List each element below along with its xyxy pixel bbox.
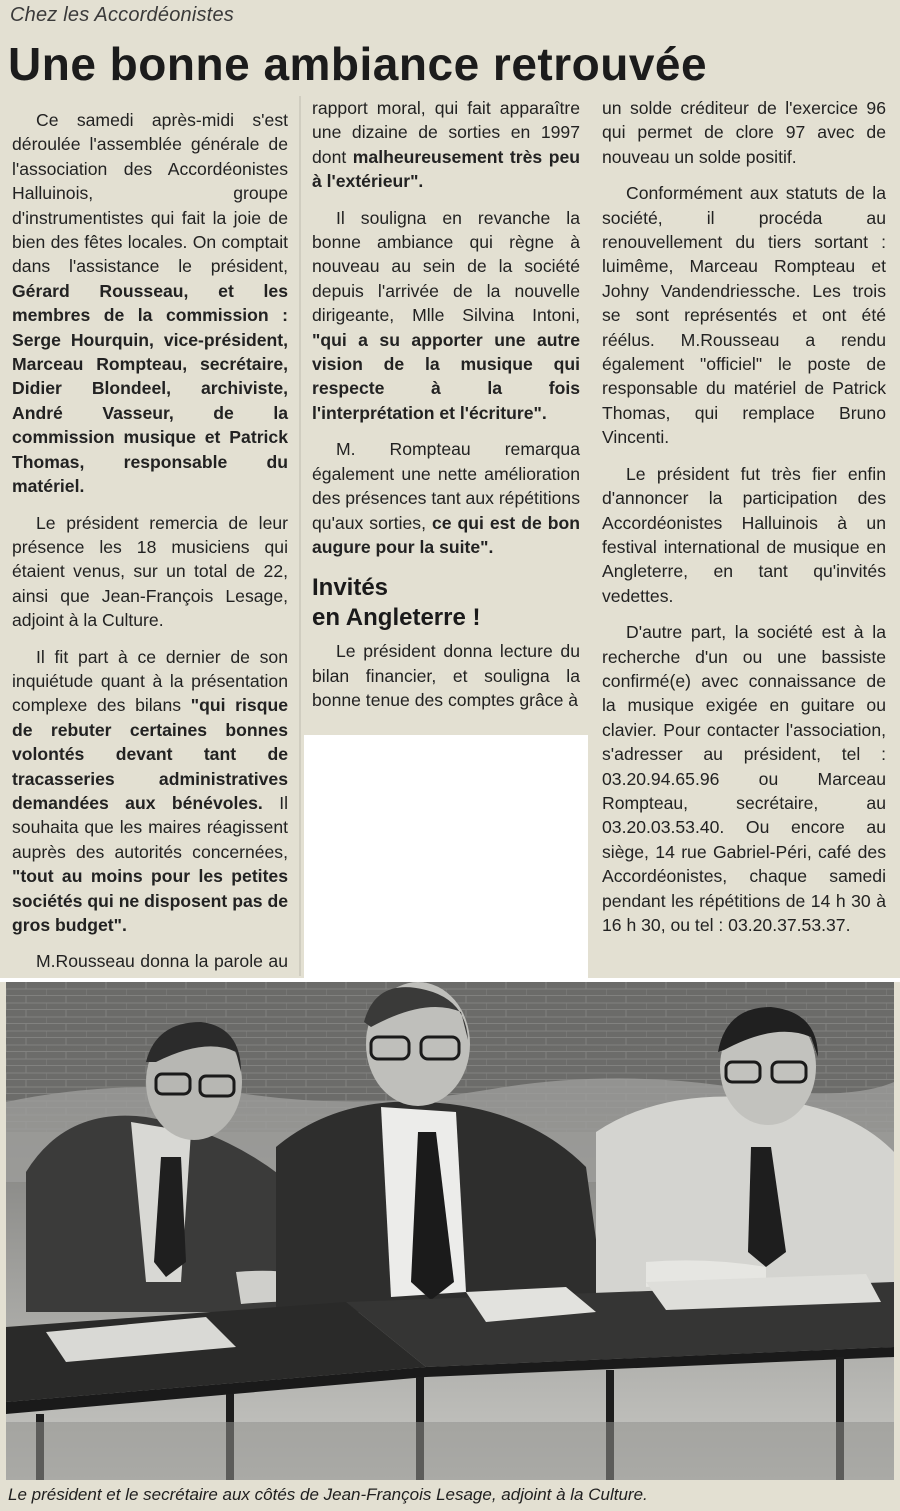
text-run: Il fit part à ce dernier de son inquiétude quant à la présentation complexe des bilans (12, 646, 288, 716)
bold-text-run: Gérard Rousseau, et les membres de la commission : Serge Hourquin, vice-président, Marceau Rompteau, secrétaire, Didier Blondeel, archiviste, André Vasseur, de la commission musique et Patrick Thomas, responsable du matériel. (12, 280, 288, 497)
bold-text-run: "tout au moins pour les petites sociétés qui ne disposent pas de gros budget". (12, 866, 288, 935)
text-run: Il souligna en revanche la bonne ambiance qui règne à nouveau au sein de la société depuis l'arrivée de la nouvelle dirigeante, Mlle Silvina Intoni, (312, 207, 580, 326)
blank-area (304, 735, 588, 978)
paragraph (12, 645, 288, 938)
photo-caption: Le président et le secrétaire aux côtés de Jean-François Lesage, adjoint à la Culture. (8, 1485, 648, 1504)
text-run: M. Rompteau remarqua également une nette amélioration des présences tant aux répétitions qu'aux sorties, (312, 439, 580, 533)
paragraph: Le président remercia de leur présence les 18 musiciens qui étaient venus, sur un total de 22, ainsi que Jean-François Lesage, adjoint à la Culture. (12, 512, 288, 631)
paragraph: un solde créditeur de l'exercice 96 qui permet de clore 97 avec de nouveau un solde positif. (602, 98, 886, 167)
photo-illustration (6, 982, 894, 1480)
paragraph (312, 96, 580, 194)
subheading-line-1: Invités (312, 574, 389, 602)
article-column-3 (602, 96, 886, 949)
subheading (312, 573, 580, 633)
paragraph (12, 108, 288, 499)
column-divider (299, 96, 301, 976)
paragraph: Le président fut très fier enfin d'annoncer la participation des Accordéonistes Halluinois à un festival international de musique en Angleterre, en tant qu'invités vedettes. (602, 463, 886, 606)
article-column-2 (312, 96, 580, 725)
subheading-line-2: en Angleterre ! (312, 604, 481, 632)
text-run: Ce samedi après-midi s'est déroulée l'assemblée générale de l'association des Accordéonistes Halluinois, groupe d'instrumentistes qui fait la joie de bien des fêtes locales. On comptait dans l'assistance le président, (12, 110, 288, 277)
article-column-1 (12, 108, 288, 1010)
bold-text-run: malheureusement très peu à l'extérieur". (312, 146, 580, 192)
bold-text-run: ce qui est de bon augure pour la suite". (312, 512, 580, 557)
article-headline: Une bonne ambiance retrouvée (8, 38, 708, 90)
paragraph: Conformément aux statuts de la société, il procéda au renouvellement du tiers sortant : luimême, Marceau Rompteau et Johny Vandendriessche. Les trois se sont représentés et ont été réélus. M.Rousseau a rendu également "officiel" le poste de responsable du matériel de Patrick Thomas, qui remplace Bruno Vincenti. (602, 183, 886, 448)
paragraph: Le président donna lecture du bilan financier, et souligna la bonne tenue des comptes grâce à (312, 641, 580, 711)
bold-text-run: "qui a su apporter une autre vision de la musique qui respecte à la fois l'interprétation et l'écriture". (312, 329, 580, 423)
paragraph: M.Rousseau donna la parole au (36, 951, 288, 972)
paragraph (312, 437, 580, 559)
bold-text-run: "qui risque de rebuter certaines bonnes volontés devant tant de tracasseries administratives demandées aux bénévoles. (12, 695, 288, 813)
paragraph: D'autre part, la société est à la recherche d'un ou une bassiste confirmé(e) avec connaissance de la musique exigée en guitare ou clavier. Pour contacter l'association, s'adresser au président, tel : 03.20.94.65.96 ou Marceau Rompteau, secrétaire, au 03.20.03.53.40. Ou encore au siège, 14 rue Gabriel-Péri, café des Accordéonistes, chaque samedi pendant les répétitions de 14 h 30 à 16 h 30, ou tel : 03.20.37.53.37. (602, 622, 886, 935)
news-photo (6, 982, 894, 1480)
text-run: Il souhaita que les maires réagissent auprès des autorités concernées, (12, 792, 289, 862)
paragraph (312, 206, 580, 426)
text-run: rapport moral, qui fait apparaître une dizaine de sorties en 1997 dont (312, 98, 580, 167)
article-kicker: Chez les Accordéonistes (10, 4, 234, 26)
